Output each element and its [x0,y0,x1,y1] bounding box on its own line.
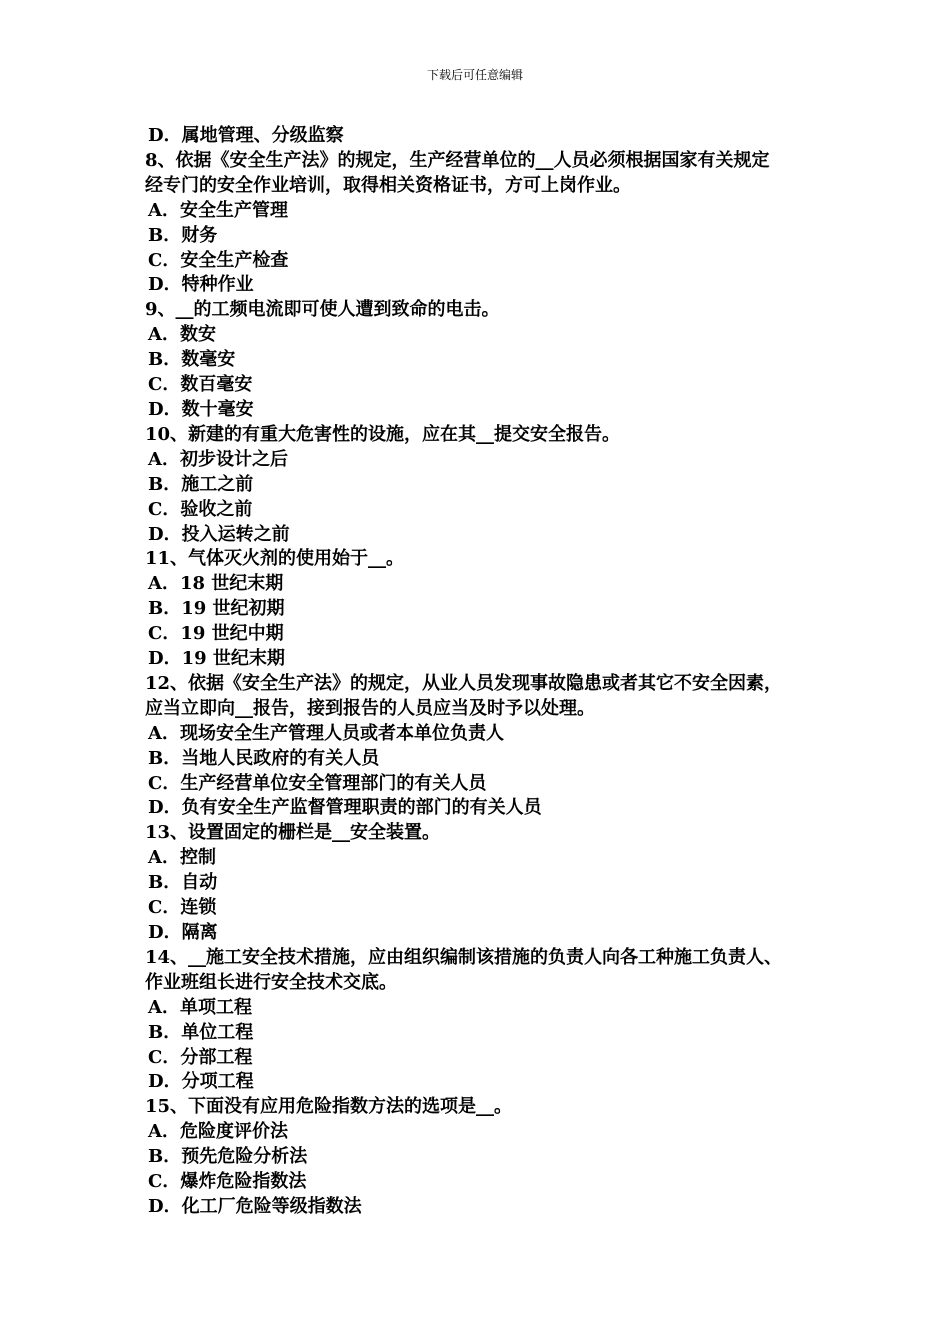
option-text: 数毫安 [181,349,236,371]
option-text: 隔离 [181,922,218,943]
option-letter: B． [148,473,182,495]
question-text: 13、设置固定的栅栏是__安全装置。 [145,822,441,844]
answer-option [145,647,825,672]
option-letter: D． [148,648,182,670]
option-letter: D． [148,274,182,296]
option-letter: B． [148,1146,182,1168]
option-text: 特种作业 [181,274,254,296]
option-text: 自动 [181,872,218,894]
answer-option [145,448,825,473]
option-letter: C． [148,498,181,520]
option-letter: A． [148,1121,180,1143]
answer-option [145,1070,825,1095]
option-text: 生产经营单位安全管理部门的有关人员 [180,772,487,794]
answer-option [145,572,825,597]
question-text: 12、依据《安全生产法》的规定，从业人员发现事故隐患或者其它不安全因素， [145,672,783,694]
option-text: 18 世纪末期 [179,573,284,595]
option-text: 安全生产检查 [180,249,289,271]
option-text: 化工厂危险等级指数法 [181,1195,362,1217]
question-text: 14、__施工安全技术措施，应由组织编制该措施的负责人向各工种施工负责人、 [145,946,783,968]
option-text: 爆炸危险指数法 [180,1171,307,1193]
option-text: 19 世纪初期 [181,598,285,620]
option-letter: A． [148,996,180,1018]
option-text: 19 世纪末期 [181,648,285,670]
question-text: 15、下面没有应用危险指数方法的选项是__。 [145,1096,513,1118]
option-letter: A． [148,847,180,869]
question-text: 10、新建的有重大危害性的设施，应在其__提交安全报告。 [145,423,621,445]
option-letter: D． [148,1071,182,1093]
option-letter: C． [148,1046,181,1068]
answer-option [145,473,825,498]
question-text: 应当立即向__报告，接到报告的人员应当及时予以处理。 [145,697,595,719]
answer-option [145,1145,825,1170]
option-letter: D． [148,922,182,943]
answer-option [145,722,825,747]
option-text: 控制 [179,847,216,869]
option-text: 施工之前 [181,473,254,495]
option-text: 连锁 [180,897,217,919]
option-text: 数安 [179,324,216,346]
option-letter: A． [148,448,180,470]
option-letter: C． [148,623,181,645]
answer-option [145,796,825,821]
option-letter: D． [148,797,182,819]
option-letter: C． [148,374,181,396]
option-text: 当地人民政府的有关人员 [181,747,380,769]
option-letter: C． [148,1171,181,1193]
option-text: 现场安全生产管理人员或者本单位负责人 [179,722,504,744]
answer-option [145,273,825,298]
option-text: 初步设计之后 [179,448,288,470]
answer-option [145,323,825,348]
option-letter: A． [148,573,180,595]
answer-option [145,124,825,149]
answer-option [145,348,825,373]
option-text: 分部工程 [180,1046,253,1068]
answer-option [145,249,825,274]
answer-option [145,498,825,523]
answer-option [145,622,825,647]
option-text: 安全生产管理 [179,199,288,221]
option-text: 数百毫安 [180,374,253,396]
option-letter: B． [148,747,182,769]
option-text: 预先危险分析法 [181,1146,308,1168]
answer-option [145,1195,825,1220]
answer-option [145,896,825,921]
answer-option [145,224,825,249]
answer-option [145,199,825,224]
answer-option [145,846,825,871]
page-header: 下载后可任意编辑 [426,68,523,82]
option-letter: B． [148,598,182,620]
question-text: 9、__的工频电流即可使人遭到致命的电击。 [145,299,500,321]
option-text: 属地管理、分级监察 [181,125,344,146]
answer-option [145,921,825,946]
option-letter: A． [148,722,180,744]
answer-option [145,996,825,1021]
option-letter: B． [148,1021,182,1043]
option-letter: B． [148,224,182,246]
answer-option [145,1021,825,1046]
option-text: 财务 [181,224,218,246]
option-letter: C． [148,772,181,794]
option-text: 危险度评价法 [179,1121,288,1143]
option-text: 负有安全生产监督管理职责的部门的有关人员 [181,797,542,819]
option-text: 单位工程 [181,1021,254,1043]
option-text: 数十毫安 [181,398,254,420]
option-text: 单项工程 [179,996,252,1018]
option-letter: C． [148,249,181,271]
answer-option [145,1120,825,1145]
answer-option [145,373,825,398]
question-text: 作业班组长进行安全技术交底。 [145,971,397,993]
option-text: 验收之前 [180,498,253,520]
option-text: 分项工程 [181,1071,254,1093]
answer-option [145,398,825,423]
answer-option [145,597,825,622]
option-letter: C． [148,897,181,919]
option-letter: D． [148,398,182,420]
question-text: 8、依据《安全生产法》的规定，生产经营单位的__人员必须根据国家有关规定 [145,149,770,171]
option-text: 19 世纪中期 [180,623,284,645]
option-letter: B． [148,349,182,371]
answer-option [145,871,825,896]
option-text: 投入运转之前 [181,523,290,545]
option-letter: D． [148,1195,182,1217]
answer-option [145,523,825,548]
option-letter: D． [148,523,182,545]
option-letter: A． [148,324,180,346]
document-body [145,124,825,1220]
answer-option [145,1170,825,1195]
question-text: 11、气体灭火剂的使用始于__。 [145,548,405,570]
option-letter: B． [148,872,182,894]
answer-option [145,747,825,772]
option-letter: A． [148,199,180,221]
question-text: 经专门的安全作业培训，取得相关资格证书，方可上岗作业。 [145,174,631,196]
answer-option [145,1046,825,1071]
option-letter: D． [148,125,182,146]
answer-option [145,772,825,797]
